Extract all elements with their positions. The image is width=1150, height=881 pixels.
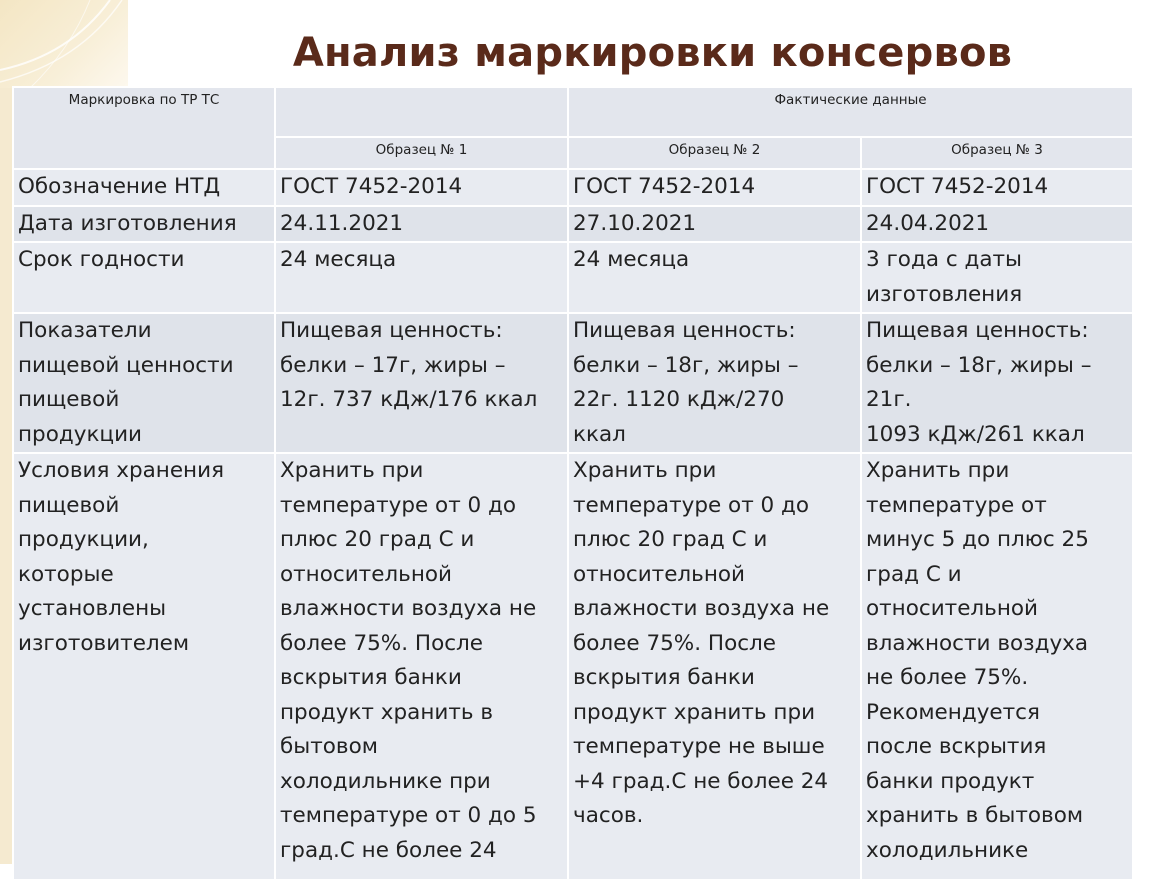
row-value: Хранить при температуре от 0 до плюс 20 град С и относительной влажности воздуха не более 75%. После вскрытия банки продукт хранить в бытовом холодильнике при температуре от 0 до 5 град.С не более 24 [275, 453, 568, 880]
row-label: Обозначение НТД [13, 169, 275, 206]
row-label: Срок годности [13, 242, 275, 313]
row-value: 24 месяца [275, 242, 568, 313]
table-header-row [13, 87, 1133, 137]
table-row [13, 242, 1133, 313]
header-marking: Маркировка по ТР ТС [13, 87, 275, 169]
header-sample-1: Образец № 1 [275, 137, 568, 169]
table-row [13, 313, 1133, 453]
header-empty [275, 87, 568, 137]
row-value: Пищевая ценность: белки – 18г, жиры – 22г. 1120 кДж/270 ккал [568, 313, 861, 453]
row-value: Хранить при температуре от минус 5 до плюс 25 град С и относительной влажности воздуха не более 75%. Рекомендуется после вскрытия банки продукт хранить в бытовом холодильнике [861, 453, 1133, 880]
table-row [13, 206, 1133, 243]
decorative-side-strip [0, 88, 12, 864]
row-value: 24 месяца [568, 242, 861, 313]
header-sample-3: Образец № 3 [861, 137, 1133, 169]
row-value: ГОСТ 7452-2014 [568, 169, 861, 206]
marking-table [12, 86, 1134, 881]
row-value: Пищевая ценность: белки – 18г, жиры – 21г. 1093 кДж/261 ккал [861, 313, 1133, 453]
row-value: Пищевая ценность: белки – 17г, жиры – 12г. 737 кДж/176 ккал [275, 313, 568, 453]
row-label: Дата изготовления [13, 206, 275, 243]
header-sample-2: Образец № 2 [568, 137, 861, 169]
row-value: ГОСТ 7452-2014 [275, 169, 568, 206]
row-value: 24.11.2021 [275, 206, 568, 243]
row-label: Показатели пищевой ценности пищевой продукции [13, 313, 275, 453]
row-value: 24.04.2021 [861, 206, 1133, 243]
row-value: Хранить при температуре от 0 до плюс 20 град С и относительной влажности воздуха не более 75%. После вскрытия банки продукт хранить при температуре не выше +4 град.С не более 24 часов. [568, 453, 861, 880]
row-value: 3 года с даты изготовления [861, 242, 1133, 313]
table-row [13, 453, 1133, 880]
row-value: ГОСТ 7452-2014 [861, 169, 1133, 206]
row-value: 27.10.2021 [568, 206, 861, 243]
row-label: Условия хранения пищевой продукции, которые установлены изготовителем [13, 453, 275, 880]
page-title: Анализ маркировки консервов [292, 30, 1013, 76]
table-row [13, 169, 1133, 206]
header-actual-data: Фактические данные [568, 87, 1133, 137]
